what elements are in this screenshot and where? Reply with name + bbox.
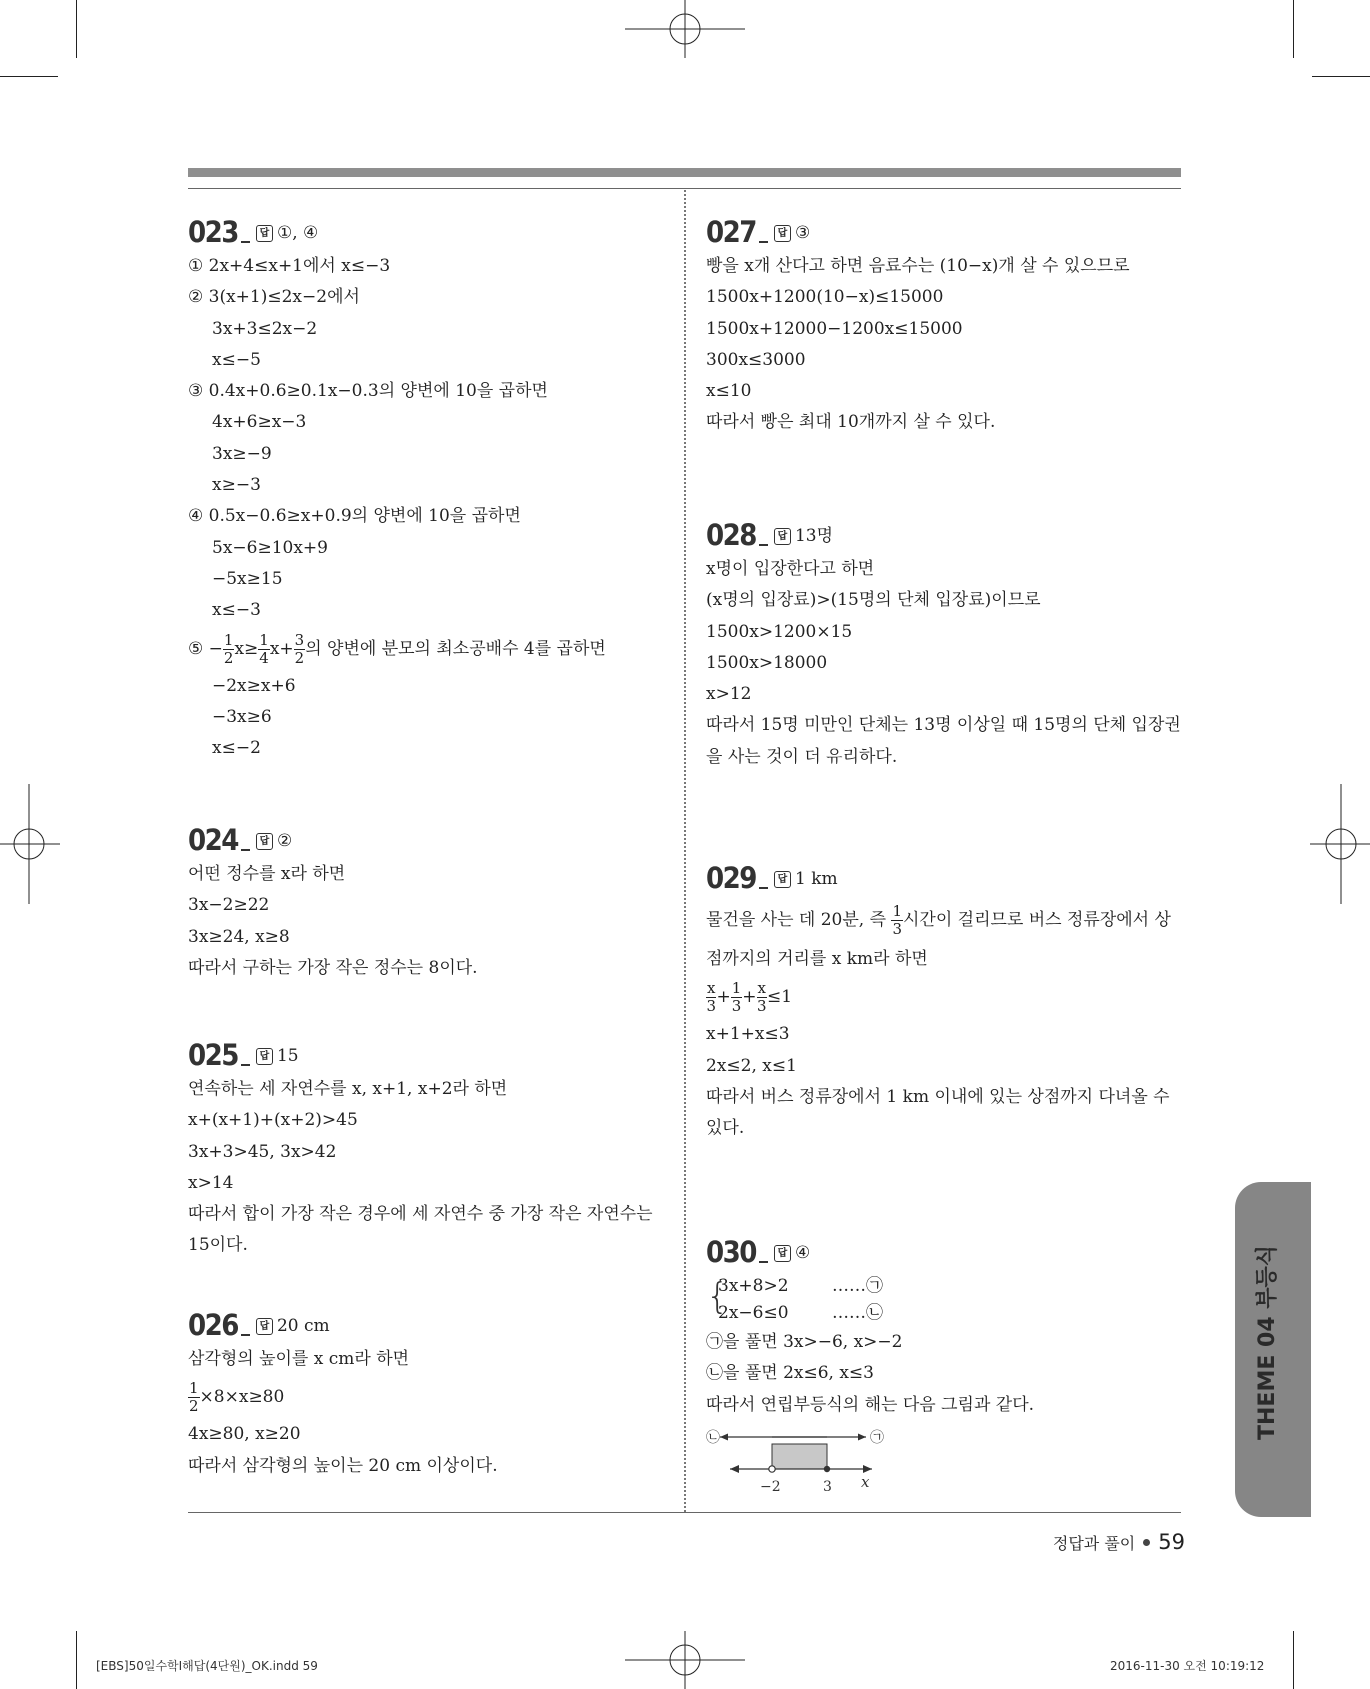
- problem-number: 023: [188, 215, 238, 249]
- solution-line: 따라서 15명 미만인 단체는 13명 이상일 때 15명의 단체 입장권: [706, 715, 1181, 736]
- solution-line: −2x≥x+6: [212, 675, 296, 696]
- answer-text: 15: [276, 1046, 299, 1066]
- solution-line-fraction: $\frac{1}{2}$ ×8×x≥80: [189, 1379, 285, 1416]
- crop-mark: [1293, 0, 1294, 58]
- solution-line: 삼각형의 높이를 x cm라 하면: [188, 1349, 410, 1369]
- problem-number: 028: [706, 518, 756, 552]
- answer-text: 20 cm: [276, 1316, 330, 1336]
- solution-line: 1500x>18000: [706, 652, 828, 673]
- solution-line: 점까지의 거리를 x km라 하면: [706, 949, 928, 969]
- solution-line: 1500x>1200×15: [706, 621, 853, 642]
- problem-number: 027: [706, 215, 756, 249]
- solution-line: 4x≥80, x≥20: [188, 1424, 301, 1445]
- page-number: 59: [1158, 1530, 1185, 1554]
- page-footer: [1000, 1530, 1185, 1554]
- solution-line: 빵을 x개 산다고 하면 음료수는 (10−x)개 살 수 있으므로: [706, 256, 1130, 276]
- problem-header: [706, 1233, 1186, 1267]
- solution-line: x≤10: [706, 381, 752, 402]
- solution-line-fraction: $\frac{x}{3}$ + $\frac{1}{3}$ + $\frac{x}{3}$ ≤1: [706, 979, 793, 1016]
- tick-label: −2: [760, 1478, 781, 1495]
- crop-mark: [1312, 76, 1370, 77]
- solution-line: x≤−5: [212, 349, 261, 370]
- label-a: ㉠: [870, 1429, 884, 1446]
- solution-line: ㉡을 풀면 2x≤6, x≤3: [706, 1363, 874, 1384]
- inequality-system: { 3x+8>2 ……㉠ 2x−6≤0 ……㉡: [706, 1276, 883, 1323]
- answer-text: ④: [794, 1243, 811, 1263]
- solution-line: x>12: [706, 684, 752, 705]
- solution-line: 4x+6≥x−3: [212, 412, 307, 433]
- solution-line: 따라서 구하는 가장 작은 정수는 8이다.: [188, 957, 478, 978]
- solution-line: 3x≥−9: [212, 443, 272, 464]
- solution-line: ③ 0.4x+0.6≥0.1x−0.3의 양변에 10을 곱하면: [188, 381, 548, 402]
- solution-line: −3x≥6: [212, 706, 272, 727]
- solution-line: ② 3(x+1)≤2x−2에서: [188, 287, 360, 308]
- solution-line: ① 2x+4≤x+1에서 x≤−3: [188, 256, 391, 276]
- solution-region: [772, 1444, 827, 1469]
- bullet-icon: [1143, 1539, 1150, 1546]
- solution-line: ㉠을 풀면 3x>−6, x>−2: [706, 1332, 903, 1352]
- problem-023: [188, 213, 668, 764]
- solution-line: 3x−2≥22: [188, 895, 270, 916]
- answer-icon: 답: [256, 833, 273, 850]
- problem-number: 030: [706, 1235, 756, 1269]
- registration-mark-bottom: [625, 1631, 745, 1689]
- crop-mark: [76, 1631, 77, 1689]
- tick-label: 3: [823, 1478, 832, 1495]
- solution-line: −5x≥15: [212, 568, 283, 589]
- solution-line: 을 사는 것이 더 유리하다.: [706, 746, 898, 767]
- solution-line-fraction: 물건을 사는 데 20분, 즉 $\frac{1}{3}$ 시간이 걸리므로 버스 정류장에서 상: [706, 902, 1171, 938]
- solution-line: 연속하는 세 자연수를 x, x+1, x+2라 하면: [188, 1079, 508, 1099]
- solution-line: 1500x+1200(10−x)≤15000: [706, 287, 944, 308]
- problem-024: [188, 821, 668, 984]
- registration-mark-left: [0, 784, 60, 904]
- answer-text: 1 km: [794, 869, 838, 889]
- axis-arrow-right: [863, 1465, 872, 1473]
- answer-icon: 답: [774, 1245, 791, 1262]
- header-bar: [188, 168, 1181, 177]
- answer-icon: 답: [774, 871, 791, 888]
- crop-mark: [1293, 1631, 1294, 1689]
- answer-text: ③: [794, 223, 811, 243]
- axis-variable: x: [861, 1472, 870, 1491]
- column-divider: [684, 190, 686, 1512]
- answer-icon: 답: [256, 1048, 273, 1065]
- solution-line: 따라서 빵은 최대 10개까지 살 수 있다.: [706, 412, 996, 433]
- solution-line: x≤−2: [212, 738, 261, 759]
- crop-mark: [76, 0, 77, 58]
- problem-header: [706, 859, 1186, 893]
- solution-line: x+1+x≤3: [706, 1024, 790, 1045]
- problem-026: [188, 1306, 668, 1482]
- solution-line: 3x+3>45, 3x>42: [188, 1141, 337, 1162]
- problem-number: 024: [188, 823, 238, 857]
- answer-text: ①, ④: [276, 223, 319, 243]
- arrow-head-right: [858, 1433, 866, 1440]
- theme-side-label: THEME 04 부등식: [1255, 1244, 1280, 1440]
- solution-line: x>14: [188, 1172, 234, 1193]
- problem-number: 029: [706, 861, 756, 895]
- answer-text: ②: [276, 831, 293, 851]
- problem-030: [706, 1233, 1186, 1499]
- problem-number: 026: [188, 1308, 238, 1342]
- number-line-diagram: [706, 1425, 906, 1495]
- problem-028: [706, 516, 1186, 773]
- solution-line: 2x≤2, x≤1: [706, 1055, 797, 1076]
- problem-029: [706, 859, 1186, 1144]
- problem-025: [188, 1036, 668, 1262]
- solution-line: 어떤 정수를 x라 하면: [188, 864, 346, 884]
- solution-line: 따라서 합이 가장 작은 경우에 세 자연수 중 가장 작은 자연수는: [188, 1204, 653, 1225]
- problem-header: [188, 1036, 668, 1070]
- crop-mark: [0, 76, 58, 77]
- closed-endpoint: [824, 1466, 830, 1472]
- open-endpoint: [769, 1466, 775, 1472]
- print-timestamp: 2016-11-30 오전 10:19:12: [1110, 1659, 1265, 1673]
- footer-rule: [188, 1512, 1181, 1513]
- label-b: ㉡: [706, 1429, 720, 1446]
- solution-line: 15이다.: [188, 1235, 248, 1256]
- solution-line: x≥−3: [212, 475, 261, 496]
- solution-line: 300x≤3000: [706, 349, 806, 370]
- problem-header: [188, 213, 668, 247]
- solution-line: 1500x+12000−1200x≤15000: [706, 318, 963, 339]
- axis-arrow-left: [730, 1465, 739, 1473]
- header-rule: [188, 188, 1181, 189]
- footer-label: 정답과 풀이: [1052, 1534, 1136, 1553]
- registration-mark-top: [625, 0, 745, 58]
- solution-line: x≤−3: [212, 600, 261, 621]
- problem-header: [188, 1306, 668, 1340]
- solution-line: 따라서 연립부등식의 해는 다음 그림과 같다.: [706, 1394, 1035, 1415]
- problem-header: [706, 213, 1186, 247]
- solution-line: 따라서 버스 정류장에서 1 km 이내에 있는 상점까지 다녀올 수: [706, 1086, 1170, 1107]
- solution-line: 3x≥24, x≥8: [188, 926, 290, 947]
- solution-line-fraction: ⑤ − $\frac{1}{2}$ x≥ $\frac{1}{4}$ x+ $\frac{3}{2}$ 의 양변에 분모의 최소공배수 4를 곱하면: [188, 630, 606, 667]
- problem-027: [706, 213, 1186, 439]
- registration-mark-right: [1310, 784, 1370, 904]
- problem-header: [706, 516, 1186, 550]
- solution-line: 3x+3≤2x−2: [212, 318, 318, 339]
- problem-number: 025: [188, 1038, 238, 1072]
- solution-line: 5x−6≥10x+9: [212, 537, 328, 558]
- answer-text: 13명: [794, 526, 834, 546]
- problem-header: [188, 821, 668, 855]
- solution-line: x+(x+1)+(x+2)>45: [188, 1110, 358, 1131]
- solution-line: x명이 입장한다고 하면: [706, 559, 875, 579]
- solution-line: (x명의 입장료)>(15명의 단체 입장료)이므로: [706, 590, 1041, 611]
- answer-icon: 답: [256, 225, 273, 242]
- answer-icon: 답: [774, 225, 791, 242]
- solution-line: ④ 0.5x−0.6≥x+0.9의 양변에 10을 곱하면: [188, 506, 521, 527]
- solution-line: 있다.: [706, 1118, 745, 1139]
- solution-line: 따라서 삼각형의 높이는 20 cm 이상이다.: [188, 1455, 498, 1476]
- answer-icon: 답: [774, 528, 791, 545]
- arrow-head-left: [720, 1433, 728, 1440]
- file-slug: [EBS]50일수학Ⅰ해답(4단원)_OK.indd 59: [96, 1659, 318, 1673]
- answer-icon: 답: [256, 1318, 273, 1335]
